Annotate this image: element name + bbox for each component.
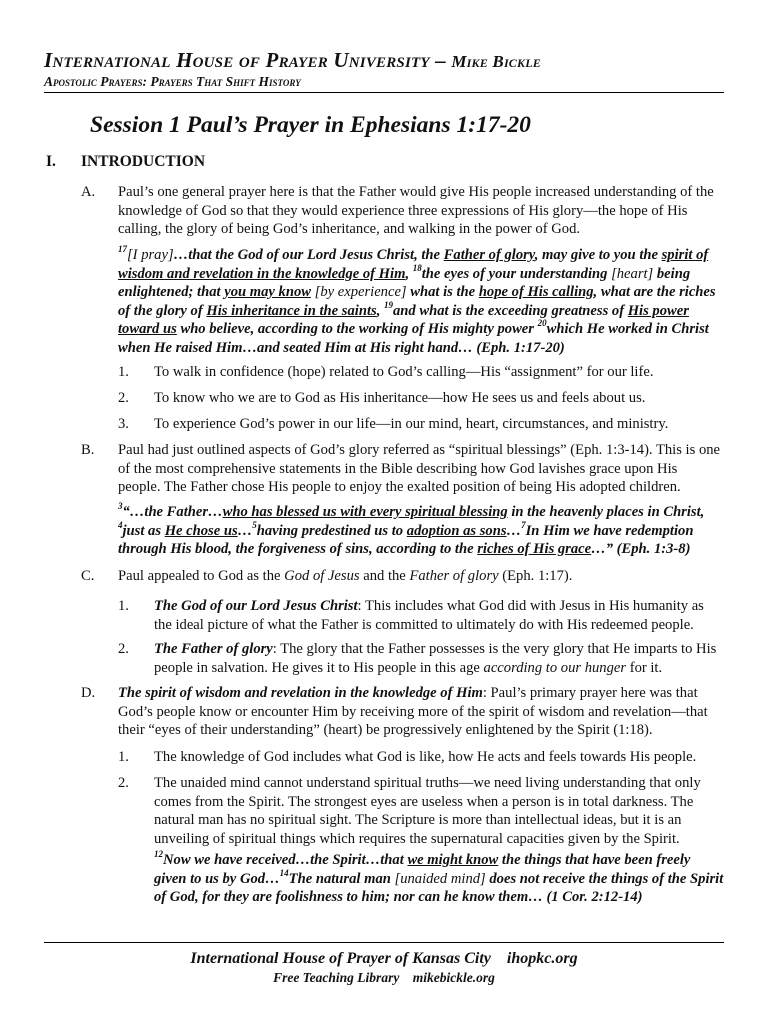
org-name: International House of Prayer University [44, 48, 430, 72]
list-number: 2. [118, 775, 129, 791]
scripture-quote-eph-1-3: $^3$“…the Father…who has blessed us with every spiritual blessing in the heavenly places in Christ, $^4$just as He chose us…$^5$having predestined us to adoption as sons…$^7$In Him we have redemption through His blood, the forgiveness of sins, according to the riches of His grace…” (Eph. 1:3-8) [118, 501, 705, 557]
scripture-quote-eph-1-17: $^{17}$[I pray]…that the God of our Lord Jesus Christ, the Father of glory, may give to you the spirit of wisdom and revelation in the knowledge of Him, $^{18}$the eyes of your understanding [heart] being enlightened; that you may know [by experience] what is the hope of His calling, what are the riches of the glory of His inheritance in the saints, $^{19}$and what is the exceeding greatness of His power toward us who believe, according to the working of His mighty power $^{20}$which He worked in Christ when He raised Him…and seated Him at His right hand… (Eph. 1:17-20) [118, 244, 716, 356]
list-item: The unaided mind cannot understand spiritual truths—we need living understanding that only comes from the Spirit. The strongest eyes are useless when a person is in total darkness. The natural man has no spiritual sight. The Scripture is more than intellectual ideas, but it is an unveiling of spiritual things which requires the supernatural capacities given by the Spirit. [154, 775, 701, 847]
list-item: The Father of glory: The glory that the Father possesses is the very glory that He imparts to His people in salvation. He gives it to His people in this age according to our hunger for it. [154, 641, 717, 676]
item-label-a: A. [81, 184, 96, 200]
list-item: The God of our Lord Jesus Christ: This includes what God did with Jesus in His humanity as the ideal picture of what the Father is committed to ultimately do with His redeemed people. [154, 598, 704, 633]
paragraph-b: Paul had just outlined aspects of God’s glory referred as “spiritual blessings” (Eph. 1:3-14). This is one of the most comprehensive statements in the Bible describing how God lavishes grace upon His people. The Father chose His people to enjoy the exalted position of being His adopted children. [118, 442, 721, 495]
list-item: To walk in confidence (hope) related to God’s calling—His “assignment” for our life. [154, 364, 654, 380]
list-number: 2. [118, 390, 129, 406]
author-name: Mike Bickle [451, 52, 541, 71]
section-numeral: I. [46, 153, 56, 170]
footer-library-line: Free Teaching Library mikebickle.org [273, 970, 495, 985]
paragraph-a: Paul’s one general prayer here is that the Father would give His people increased understanding of the knowledge of God so that they would experience three expressions of His glory—the hope of His calling, the glory of being God’s inheritance, and walking in the power of God. [118, 184, 714, 237]
list-number: 3. [118, 416, 129, 432]
paragraph-d: The spirit of wisdom and revelation in the knowledge of Him: Paul’s primary prayer here was that God’s people know or encounter Him by receiving more of the spirit of wisdom and revelation—that their “eyes of their understanding” (heart) be progressively enlightened by the Spirit (1:18). [118, 685, 708, 738]
header-dash: – [429, 48, 452, 72]
list-number: 1. [118, 598, 129, 614]
list-number: 2. [118, 641, 129, 657]
item-label-b: B. [81, 442, 95, 458]
list-number: 1. [118, 364, 129, 380]
list-item: To know who we are to God as His inheritance—how He sees us and feels about us. [154, 390, 646, 406]
header-divider [44, 92, 724, 93]
paragraph-c: Paul appealed to God as the God of Jesus and the Father of glory (Eph. 1:17). [118, 568, 573, 584]
document-header [44, 48, 541, 73]
list-item: To experience God’s power in our life—in our mind, heart, circumstances, and ministry. [154, 416, 669, 432]
section-heading: INTRODUCTION [81, 153, 206, 170]
scripture-quote-1-cor-2-12: $^{12}$Now we have received…the Spirit…that we might know the things that have been freely given to us by God…$^{14}$The natural man [unaided mind] does not receive the things of the Spirit of God, for they are foolishness to him; nor can he know them… (1 Cor. 2:12-14) [154, 849, 724, 905]
series-title: Apostolic Prayers: Prayers That Shift History [44, 74, 301, 89]
item-label-d: D. [81, 685, 96, 701]
session-title: Session 1 Paul’s Prayer in Ephesians 1:17-20 [90, 112, 531, 138]
list-item: The knowledge of God includes what God is like, how He acts and feels towards His people. [154, 749, 697, 765]
footer-divider [44, 942, 724, 943]
item-label-c: C. [81, 568, 95, 584]
list-number: 1. [118, 749, 129, 765]
footer-org-line: International House of Prayer of Kansas City ihopkc.org [190, 950, 578, 967]
